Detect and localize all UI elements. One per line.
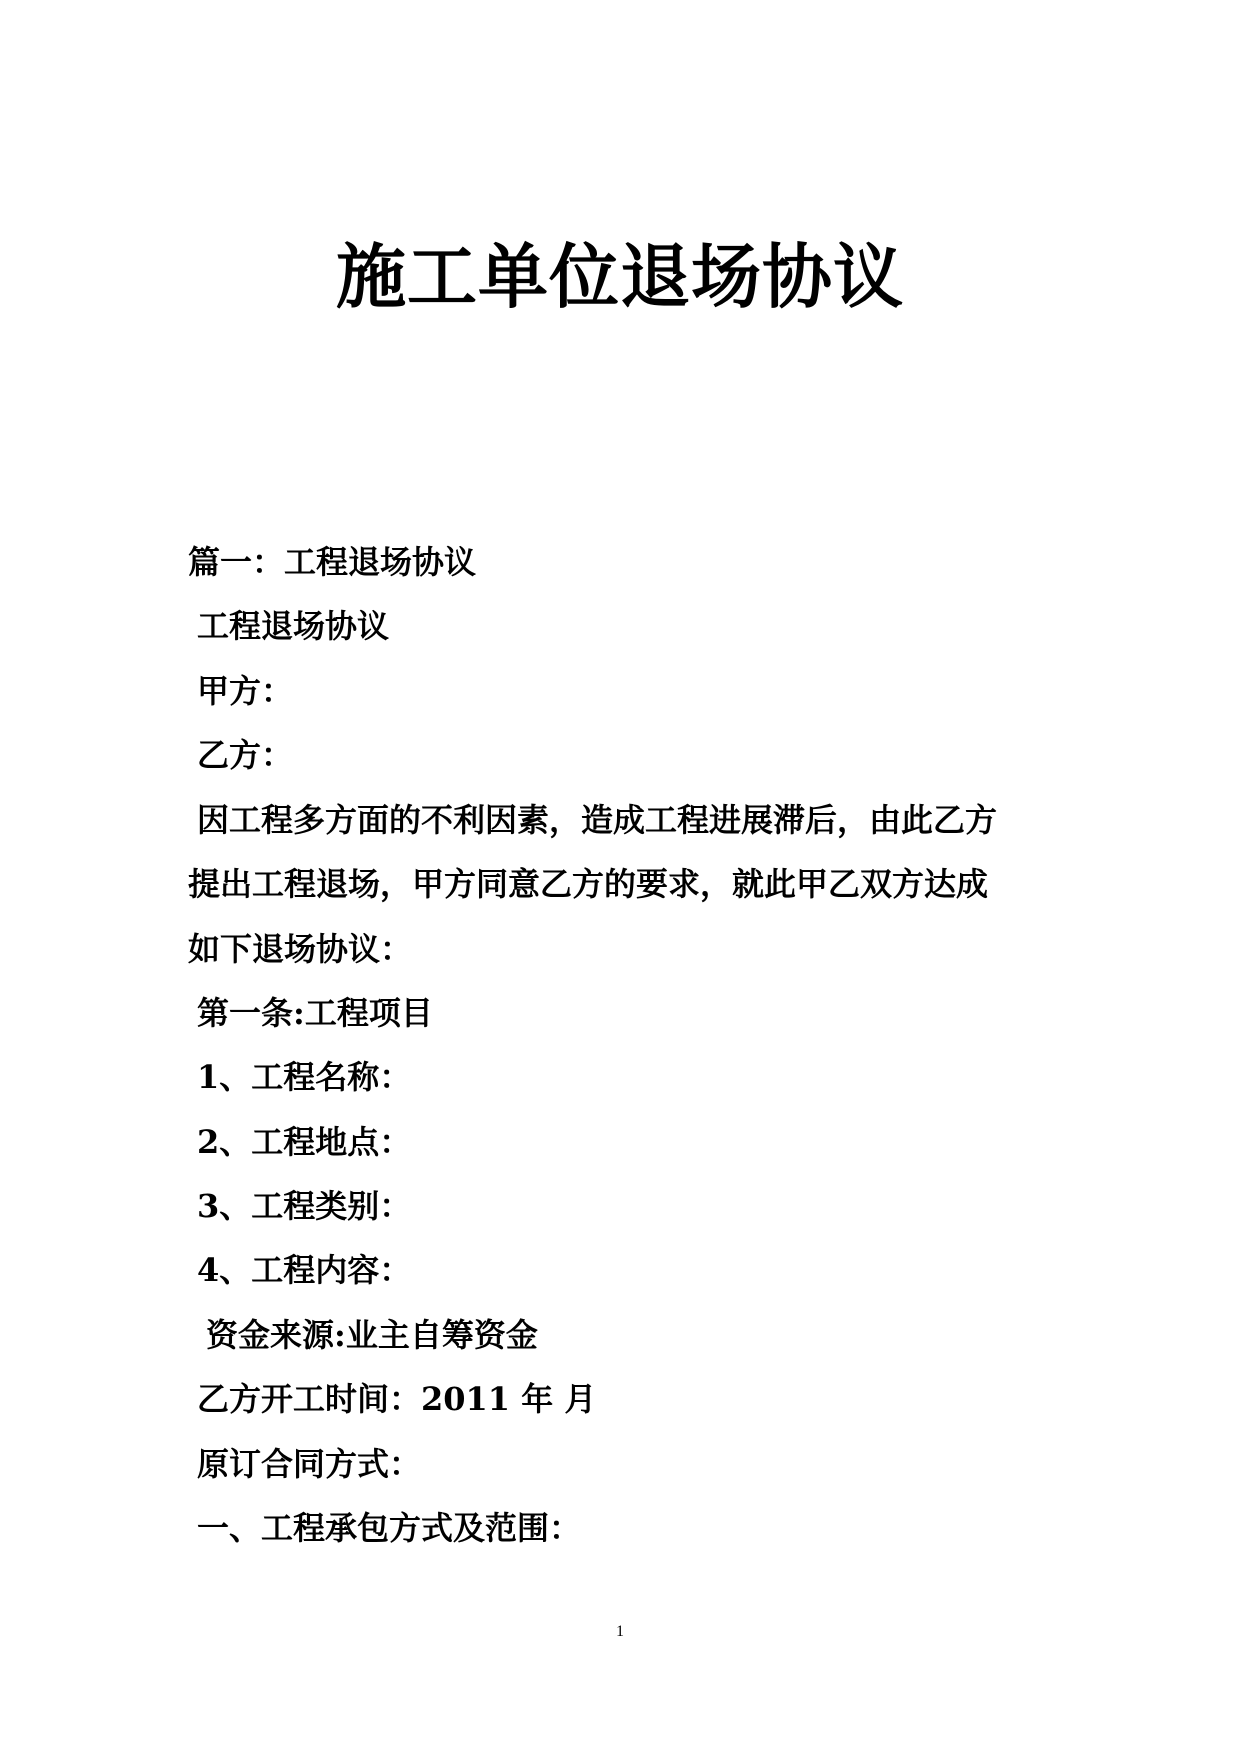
section-heading: 篇一：工程退场协议 [188, 543, 477, 581]
contract-method-line: 原订合同方式： [197, 1445, 422, 1483]
list-item: 1、工程名称： [197, 1058, 412, 1096]
document-title: 施工单位退场协议 [336, 235, 904, 318]
funding-source-line: 资金来源:业主自筹资金 [206, 1316, 538, 1354]
start-time-line: 乙方开工时间：2011 年 月 [197, 1380, 597, 1418]
list-item: 2、工程地点： [197, 1123, 412, 1161]
party-b-line: 乙方： [197, 736, 294, 774]
party-a-line: 甲方： [197, 672, 294, 710]
list-item: 4、工程内容： [197, 1251, 412, 1289]
paragraph-line: 如下退场协议： [188, 930, 413, 968]
agreement-subtitle: 工程退场协议 [197, 607, 390, 645]
section-subheading: 一、工程承包方式及范围： [197, 1509, 582, 1547]
paragraph-line: 提出工程退场，甲方同意乙方的要求，就此甲乙双方达成 [188, 865, 989, 903]
list-item: 3、工程类别： [197, 1187, 412, 1225]
paragraph-line: 因工程多方面的不利因素，造成工程进展滞后，由此乙方 [197, 801, 998, 839]
page-number: 1 [616, 1623, 624, 1640]
article-heading: 第一条:工程项目 [197, 994, 433, 1032]
